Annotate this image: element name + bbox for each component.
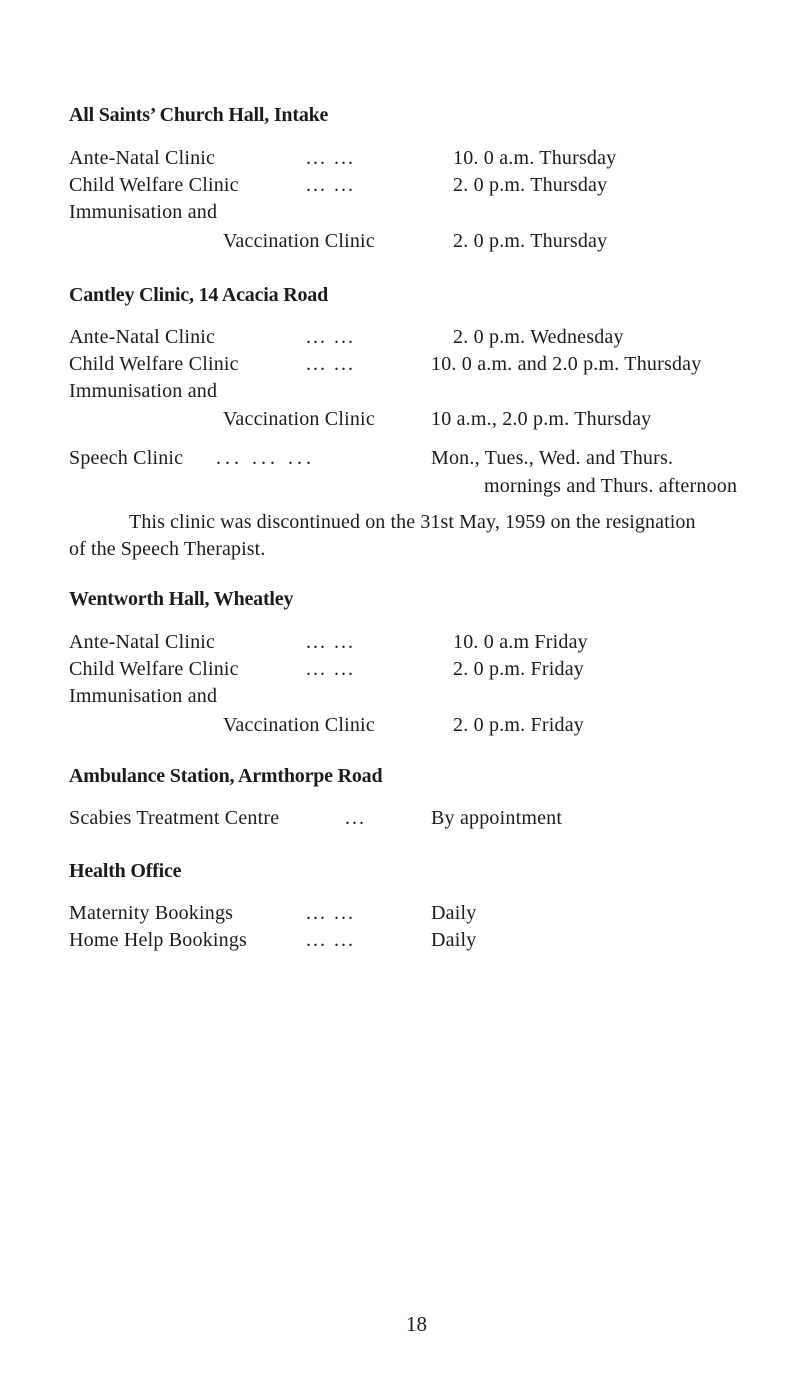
clinic-label: Child Welfare Clinic [69,353,239,375]
clinic-label-continued: Vaccination Clinic [223,714,375,736]
leader-dots: ... ... [306,326,355,348]
clinic-time: 2. 0 p.m. Friday [453,658,584,680]
section-heading-health-office: Health Office [69,860,182,882]
clinic-time: Daily [431,902,477,924]
clinic-time: 2. 0 p.m. Thursday [453,230,608,252]
section-heading-wentworth: Wentworth Hall, Wheatley [69,588,294,610]
leader-dots: ... ... [306,902,355,924]
clinic-time: 2. 0 p.m. Thursday [453,174,608,196]
clinic-label-speech: Speech Clinic [69,447,184,469]
clinic-label-continued: Vaccination Clinic [223,408,375,430]
clinic-time: 10. 0 a.m. and 2.0 p.m. Thursday [431,353,702,375]
leader-dots: ... ... ... [216,447,315,469]
discontinued-note: This clinic was discontinued on the 31st May, 1959 on the resignation [129,511,696,533]
leader-dots: ... ... [306,174,355,196]
clinic-time: Daily [431,929,477,951]
leader-dots: ... ... [306,658,355,680]
leader-dots: ... ... [306,631,355,653]
page-number: 18 [406,1312,427,1336]
section-heading-ambulance: Ambulance Station, Armthorpe Road [69,765,383,787]
clinic-label: Ante-Natal Clinic [69,326,216,348]
clinic-time: 10 a.m., 2.0 p.m. Thursday [431,408,652,430]
leader-dots: ... ... [306,147,355,169]
clinic-label-continued: Vaccination Clinic [223,230,375,252]
leader-dots: ... [345,807,366,829]
clinic-label: Scabies Treatment Centre [69,807,280,829]
leader-dots: ... ... [306,929,355,951]
clinic-label: Ante-Natal Clinic [69,147,216,169]
clinic-time: By appointment [431,807,563,829]
clinic-time: 10. 0 a.m Friday [453,631,588,653]
clinic-label: Child Welfare Clinic [69,658,239,680]
clinic-label: Immunisation and [69,201,218,223]
clinic-time: 2. 0 p.m. Wednesday [453,326,624,348]
clinic-time: 10. 0 a.m. Thursday [453,147,617,169]
section-heading-all-saints: All Saints’ Church Hall, Intake [69,104,329,126]
clinic-time: Mon., Tues., Wed. and Thurs. [431,447,674,469]
clinic-label: Home Help Bookings [69,929,248,951]
clinic-label: Immunisation and [69,380,218,402]
section-heading-cantley: Cantley Clinic, 14 Acacia Road [69,284,328,306]
clinic-time-continued: mornings and Thurs. afternoon [484,475,738,497]
clinic-time: 2. 0 p.m. Friday [453,714,584,736]
clinic-label: Child Welfare Clinic [69,174,239,196]
clinic-label: Maternity Bookings [69,902,234,924]
clinic-label: Ante-Natal Clinic [69,631,216,653]
clinic-label: Immunisation and [69,685,218,707]
discontinued-note-continued: of the Speech Therapist. [69,538,266,560]
leader-dots: ... ... [306,353,355,375]
